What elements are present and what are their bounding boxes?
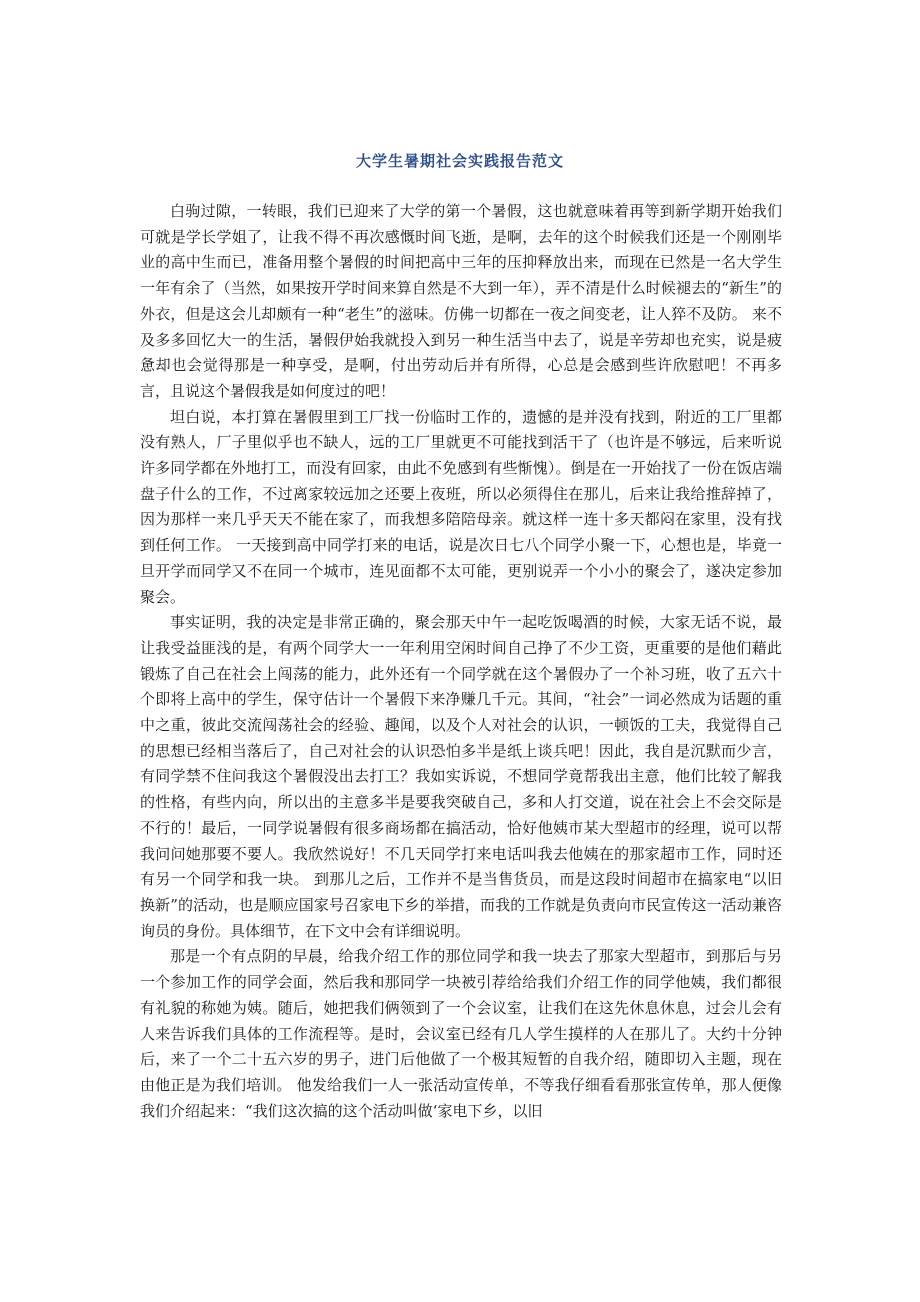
paragraph: 那是一个有点阴的早晨，给我介绍工作的那位同学和我一块去了那家大型超市，到那后与另一个参加工作的同学会面，然后我和那同学一块被引荐给给我们介绍工作的同学他姨，我们都很有礼貌的称她为姨。随后，她把我们俩领到了一个会议室，让我们在这先休息休息，过会儿会有人来告诉我们具体的工作流程等。是时，会议室已经有几人学生摸样的人在那儿了。大约十分钟后，来了一个二十五六岁的男子，进门后他做了一个极其短暂的自我介绍，随即切入主题，现在由他正是为我们培训。 他发给我们一人一张活动宣传单，不等我仔细看看那张宣传单，那人便像我们介绍起来：“我们这次搞的这个活动叫做‘家电下乡，以旧 <box>140 947 782 1120</box>
paragraph: 坦白说，本打算在暑假里到工厂找一份临时工作的，遗憾的是并没有找到，附近的工厂里都没有熟人，厂子里似乎也不缺人，远的工厂里就更不可能找到活干了（也许是不够远，后来听说许多同学都在外地打工，而没有回家，由此不免感到有些惭愧）。倒是在一开始找了一份在饭店端盘子什么的工作，不过离家较远加之还要上夜班，所以必须得住在那儿，后来让我给推辞掉了，因为那样一来几乎天天不能在家了，而我想多陪陪母亲。就这样一连十多天都闷在家里，没有找到任何工作。 一天接到高中同学打来的电话，说是次日七八个同学小聚一下，心想也是，毕竟一旦开学而同学又不在同一个城市，连见面都不太可能，更别说弄一个小小的聚会了，遂决定参加聚会。 <box>140 407 782 606</box>
document-body <box>140 199 782 1124</box>
paragraph: 白驹过隙，一转眼，我们已迎来了大学的第一个暑假，这也就意味着再等到新学期开始我们可就是学长学姐了，让我不得不再次感慨时间飞逝，是啊，去年的这个时候我们还是一个刚刚毕业的高中生而已，准备用整个暑假的时间把高中三年的压抑释放出来，而现在已然是一名大学生一年有余了（当然，如果按开学时间来算自然是不大到一年），弄不清是什么时候褪去的“新生”的外衣，但是这会儿却颇有一种“老生”的滋味。仿佛一切都在一夜之间变老，让人猝不及防。 来不及多多回忆大一的生活，暑假伊始我就投入到另一种生活当中去了，说是辛劳却也充实，说是疲惫却也会觉得那是一种享受，是啊，付出劳动后并有所得，心总是会感到些许欣慰吧！不再多言，且说这个暑假我是如何度过的吧！ <box>140 202 782 400</box>
paragraph: 事实证明，我的决定是非常正确的，聚会那天中午一起吃饭喝酒的时候，大家无话不说，最让我受益匪浅的是，有两个同学大一一年利用空闲时间自己挣了不少工资，更重要的是他们藉此锻炼了自己在社会上闯荡的能力，此外还有一个同学就在这个暑假办了一个补习班，收了五六十个即将上高中的学生，保守估计一个暑假下来净赚几千元。其间，“社会”一词必然成为话题的重中之重，彼此交流闯荡社会的经验、趣闻，以及个人对社会的认识，一顿饭的工夫，我觉得自己的思想已经相当落后了，自己对社会的认识恐怕多半是纸上谈兵吧！因此，我自是沉默而少言，有同学禁不住问我这个暑假没出去打工？我如实诉说，不想同学竟帮我出主意，他们比较了解我的性格，有些内向，所以出的主意多半是要我突破自己，多和人打交道，说在社会上不会交际是不行的！最后，一同学说暑假有很多商场都在搞活动，恰好他姨市某大型超市的经理，说可以帮我问问她那要不要人。我欣然说好！不几天同学打来电话叫我去他姨在的那家超市工作，同时还有另一个同学和我一块。 到那儿之后，工作并不是当售货员，而是这段时间超市在搞家电“以旧换新”的活动，也是顺应国家号召家电下乡的举措，而我的工作就是负责向市民宣传这一活动兼咨询员的身份。具体细节，在下文中会有详细说明。 <box>140 613 782 940</box>
document-title: 大学生暑期社会实践报告范文 <box>355 152 564 170</box>
